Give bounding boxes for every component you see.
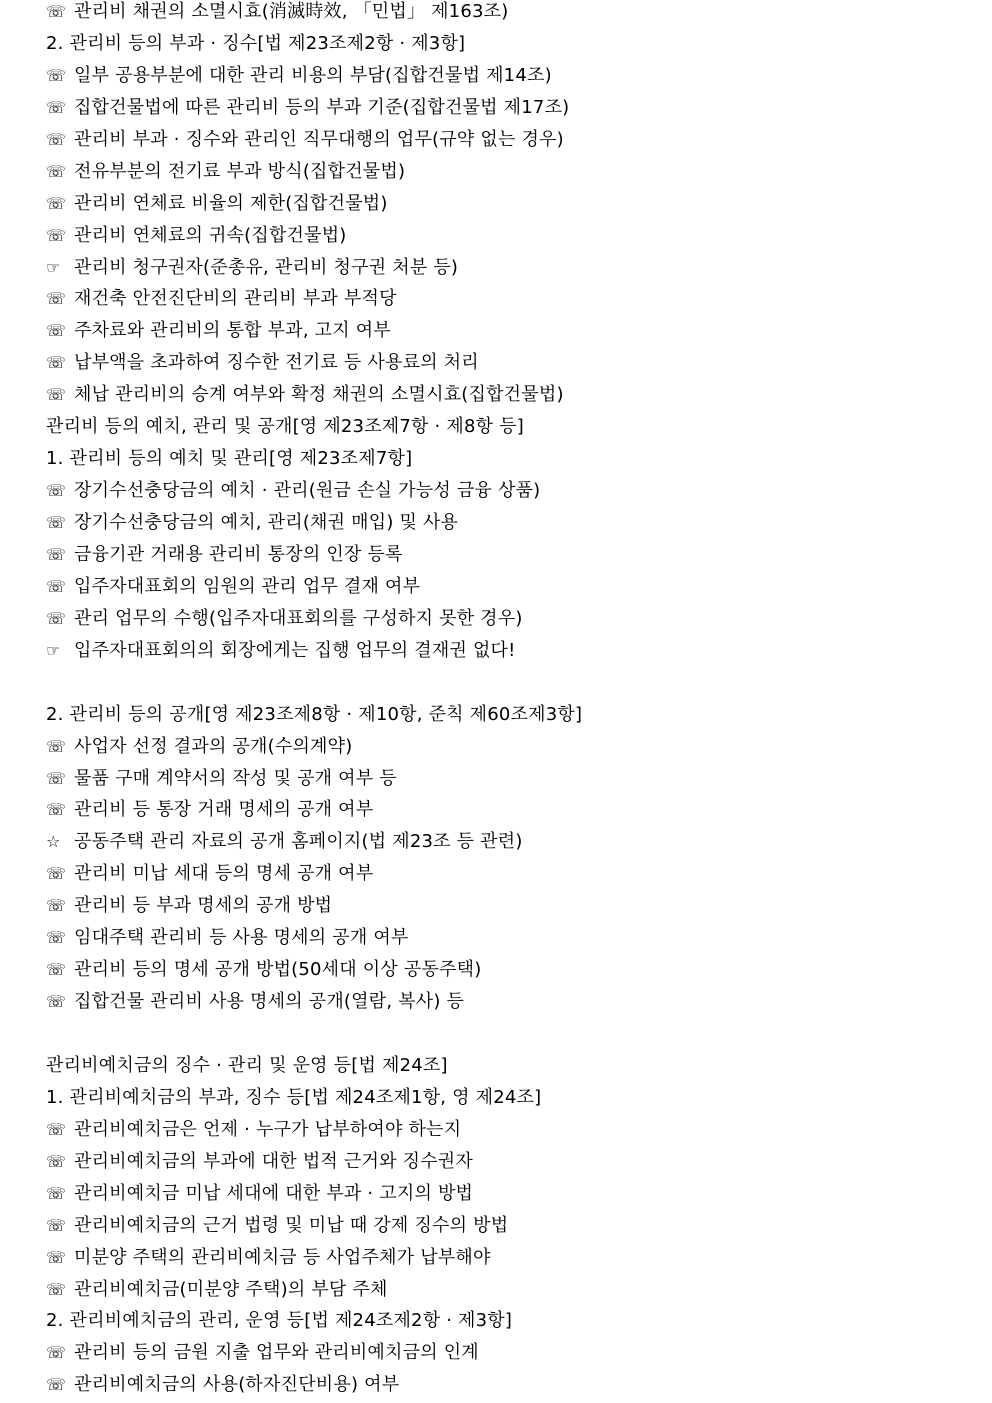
telephone-icon: ☏	[46, 65, 67, 85]
line-text: 관리비예치금의 징수 · 관리 및 운영 등[법 제24조]	[46, 1054, 448, 1076]
text-line	[46, 283, 976, 315]
line-text: 장기수선충당금의 예치, 관리(채권 매입) 및 사용	[74, 512, 459, 533]
telephone-icon: ☏	[46, 576, 67, 596]
line-text: 관리비 연체료 비율의 제한(집합건물법)	[74, 192, 388, 214]
line-text: 물품 구매 계약서의 작성 및 공개 여부 등	[74, 767, 397, 789]
text-line	[46, 1337, 976, 1369]
text-line	[46, 156, 976, 188]
line-text: 관리비 부과 · 징수와 관리인 직무대행의 업무(규약 없는 경우)	[74, 128, 564, 150]
text-line	[46, 539, 976, 571]
line-text: 관리비예치금은 언제 · 누구가 납부하여야 하는지	[74, 1118, 462, 1140]
text-line	[46, 635, 976, 667]
telephone-icon: ☏	[46, 481, 67, 501]
text-line	[46, 252, 976, 284]
telephone-icon: ☏	[46, 193, 67, 213]
line-text: 관리비 등의 금원 지출 업무와 관리비예치금의 인계	[74, 1342, 479, 1364]
text-line	[46, 1369, 976, 1401]
line-text: 체납 관리비의 승계 여부와 확정 채권의 소멸시효(집합건물법)	[74, 384, 564, 406]
line-text: 관리비 채권의 소멸시효(消滅時效, 「민법」 제163조)	[74, 1, 509, 22]
telephone-icon: ☏	[46, 161, 67, 181]
line-text: 관리비예치금의 근거 법령 및 미납 때 강제 징수의 방법	[74, 1214, 509, 1236]
text-line	[46, 763, 976, 795]
line-text: 관리비예치금의 부과에 대한 법적 근거와 징수권자	[74, 1150, 473, 1172]
text-line	[46, 220, 976, 252]
telephone-icon: ☏	[46, 992, 67, 1012]
text-line	[46, 826, 976, 858]
telephone-icon: ☏	[46, 608, 67, 628]
line-text: 공동주택 관리 자료의 공개 홈페이지(법 제23조 등 관련)	[74, 831, 523, 853]
line-text: 관리비예치금 미납 세대에 대한 부과 · 고지의 방법	[74, 1182, 474, 1204]
text-line	[46, 1050, 976, 1082]
text-line	[46, 507, 976, 539]
telephone-icon: ☏	[46, 289, 67, 309]
text-line	[46, 92, 976, 124]
line-text: 관리비 등의 예치, 관리 및 공개[영 제23조제7항 · 제8항 등]	[46, 416, 524, 438]
telephone-icon: ☏	[46, 800, 67, 820]
text-line	[46, 1274, 976, 1306]
telephone-icon: ☏	[46, 225, 67, 245]
pointing-hand-icon: ☞	[46, 640, 61, 660]
text-line	[46, 1114, 976, 1146]
text-line	[46, 699, 976, 731]
telephone-icon: ☏	[46, 896, 67, 916]
telephone-icon: ☏	[46, 1375, 67, 1395]
text-line	[46, 443, 976, 475]
line-text: 일부 공용부분에 대한 관리 비용의 부담(집합건물법 제14조)	[74, 64, 552, 86]
telephone-icon: ☏	[46, 768, 67, 788]
telephone-icon: ☏	[46, 385, 67, 405]
telephone-icon: ☏	[46, 513, 67, 532]
text-line	[46, 124, 976, 156]
line-text: 관리비 등 부과 명세의 공개 방법	[74, 895, 333, 917]
line-text: 관리비예치금(미분양 주택)의 부담 주체	[74, 1278, 388, 1300]
telephone-icon: ☏	[46, 1279, 67, 1299]
line-text: 임대주택 관리비 등 사용 명세의 공개 여부	[74, 927, 409, 949]
text-line	[46, 475, 976, 507]
line-text: 2. 관리비 등의 공개[영 제23조제8항 · 제10항, 준칙 제60조제3항]	[46, 703, 583, 725]
document-body	[46, 0, 976, 1401]
line-text: 관리비 미납 세대 등의 명세 공개 여부	[74, 863, 374, 885]
telephone-icon: ☏	[46, 928, 67, 948]
line-text: 주차료와 관리비의 통합 부과, 고지 여부	[74, 320, 391, 342]
blank-line	[46, 1018, 976, 1050]
text-line	[46, 379, 976, 411]
line-text: 납부액을 초과하여 징수한 전기료 등 사용료의 처리	[74, 352, 479, 374]
telephone-icon: ☏	[46, 864, 67, 884]
telephone-icon: ☏	[46, 1119, 67, 1139]
text-line	[46, 1305, 976, 1337]
telephone-icon: ☏	[46, 1151, 67, 1171]
line-text: 입주자대표회의의 회장에게는 집행 업무의 결재권 없다!	[74, 639, 516, 661]
line-text: 집합건물법에 따른 관리비 등의 부과 기준(집합건물법 제17조)	[74, 96, 570, 118]
text-line	[46, 0, 976, 28]
text-line	[46, 571, 976, 603]
text-line	[46, 794, 976, 826]
telephone-icon: ☏	[46, 1343, 67, 1363]
text-line	[46, 858, 976, 890]
text-line	[46, 411, 976, 443]
line-text: 관리비 등의 명세 공개 방법(50세대 이상 공동주택)	[74, 959, 482, 981]
telephone-icon: ☏	[46, 353, 67, 373]
telephone-icon: ☏	[46, 1183, 67, 1203]
blank-line	[46, 667, 976, 699]
line-text: 미분양 주택의 관리비예치금 등 사업주체가 납부해야	[74, 1246, 491, 1268]
line-text: 관리 업무의 수행(입주자대표회의를 구성하지 못한 경우)	[74, 607, 523, 629]
star-icon: ☆	[46, 832, 61, 852]
text-line	[46, 347, 976, 379]
telephone-icon: ☏	[46, 1247, 67, 1267]
text-line	[46, 954, 976, 986]
text-line	[46, 890, 976, 922]
text-line	[46, 922, 976, 954]
text-line	[46, 188, 976, 220]
line-text: 1. 관리비예치금의 부과, 징수 등[법 제24조제1항, 영 제24조]	[46, 1086, 542, 1108]
text-line	[46, 1146, 976, 1178]
telephone-icon: ☏	[46, 960, 67, 980]
telephone-icon: ☏	[46, 736, 67, 756]
line-text: 재건축 안전진단비의 관리비 부과 부적당	[74, 288, 397, 310]
text-line	[46, 1242, 976, 1274]
line-text: 집합건물 관리비 사용 명세의 공개(열람, 복사) 등	[74, 991, 465, 1013]
telephone-icon: ☏	[46, 97, 67, 117]
line-text: 관리비 청구권자(준총유, 관리비 청구권 처분 등)	[74, 256, 459, 278]
line-text: 관리비 연체료의 귀속(집합건물법)	[74, 224, 347, 246]
text-line	[46, 1178, 976, 1210]
line-text: 2. 관리비 등의 부과 · 징수[법 제23조제2항 · 제3항]	[46, 32, 466, 54]
line-text: 1. 관리비 등의 예치 및 관리[영 제23조제7항]	[46, 448, 413, 470]
telephone-icon: ☏	[46, 2, 67, 21]
line-text: 사업자 선정 결과의 공개(수의계약)	[74, 735, 353, 757]
line-text: 관리비 등 통장 거래 명세의 공개 여부	[74, 799, 374, 821]
line-text: 장기수선충당금의 예치 · 관리(원금 손실 가능성 금융 상품)	[74, 480, 541, 502]
line-text: 입주자대표회의 임원의 관리 업무 결재 여부	[74, 575, 421, 597]
line-text: 금융기관 거래용 관리비 통장의 인장 등록	[74, 543, 403, 565]
telephone-icon: ☏	[46, 1215, 67, 1235]
line-text: 관리비예치금의 사용(하자진단비용) 여부	[74, 1374, 400, 1396]
text-line	[46, 1082, 976, 1114]
telephone-icon: ☏	[46, 321, 67, 341]
text-line	[46, 986, 976, 1018]
pointing-hand-icon: ☞	[46, 257, 61, 277]
telephone-icon: ☏	[46, 544, 67, 564]
text-line	[46, 28, 976, 60]
line-text: 2. 관리비예치금의 관리, 운영 등[법 제24조제2항 · 제3항]	[46, 1310, 513, 1332]
text-line	[46, 603, 976, 635]
text-line	[46, 315, 976, 347]
text-line	[46, 1210, 976, 1242]
telephone-icon: ☏	[46, 129, 67, 149]
line-text: 전유부분의 전기료 부과 방식(집합건물법)	[74, 160, 406, 182]
text-line	[46, 731, 976, 763]
text-line	[46, 60, 976, 92]
